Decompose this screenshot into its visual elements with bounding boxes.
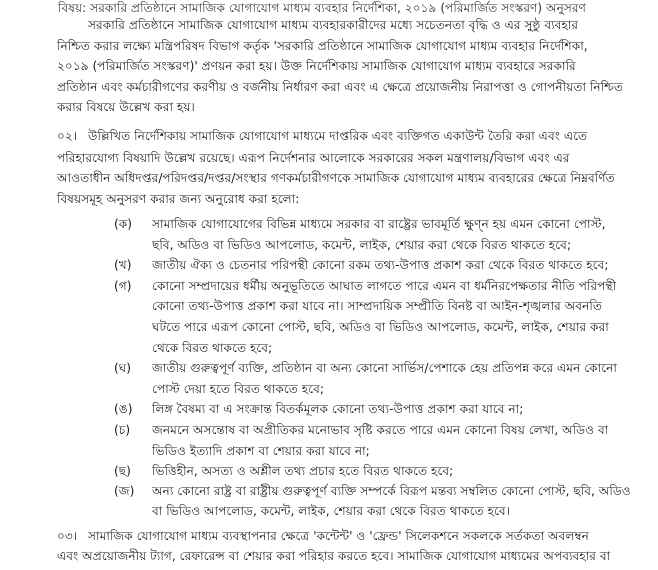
- item-line: ছবি, অডিও বা ভিডিও আপলোড, কমেন্ট, লাইক, শেয়ার করা থেকে বিরত থাকতে হবে;: [152, 238, 572, 252]
- subject-line: বিষয়: সরকারি প্রতিষ্ঠানে সামাজিক যোগাযোগ মাধ্যম ব্যবহার নির্দেশিকা, ২০১৯ (পরিমার্জিত সংস্করণ) অনুসরণ: [58, 1, 586, 15]
- item-line: অন্য কোনো রাষ্ট্র বা রাষ্ট্রীয় গুরুত্বপূর্ণ ব্যক্তি সম্পর্কে বিরূপ মন্তব্য সম্বলিত কোনো পোস্ট, ছবি, অডিও: [152, 484, 631, 498]
- item-line: কোনো তথ্য-উপাত্ত প্রকাশ করা যাবে না। সাম্প্রদায়িক সম্প্রীতি বিনষ্ট বা আইন-শৃঙ্খলার অবনতি: [152, 299, 602, 313]
- item-label: (ছ): [114, 464, 131, 478]
- item-label: (ঙ): [114, 402, 133, 416]
- para1-line: প্রতিষ্ঠান এবং কর্মচারীগণের করণীয় ও বর্জনীয় নির্ধারণ করা এবং এ ক্ষেত্রে প্রয়োজনীয় নিরাপত্তা ও গোপনীয়তা নিশ্চিত: [57, 80, 623, 94]
- item-line: পোস্ট দেয়া হতে বিরত থাকতে হবে;: [152, 382, 324, 396]
- item-line: লিঙ্গ বৈষম্য বা এ সংক্রান্ত বিতর্কমূলক কোনো তথ্য-উপাত্ত প্রকাশ করা যাবে না;: [152, 402, 524, 416]
- para3-line: এবং অপ্রয়োজনীয় ট্যাগ, রেফারেন্স বা শেয়ার করা পরিহার করতে হবে। সামাজিক যোগাযোগ মাধ্যমের অপব্যবহার বা: [57, 549, 611, 563]
- para2-line: আওতাধীন অধিদপ্তর/পরিদপ্তর/দপ্তর/সংস্থার গণকর্মচারীগণকে সামাজিক যোগাযোগ মাধ্যম ব্যবহারের ক্ষেত্রে নিম্নবর্ণিত: [57, 171, 615, 185]
- item-label: (গ): [114, 279, 132, 293]
- para2-line: উল্লিখিত নির্দেশিকায় সামাজিক যোগাযোগ মাধ্যমে দাপ্তরিক এবং ব্যক্তিগত একাউন্ট তৈরি করা এবং এতে: [88, 129, 588, 143]
- item-line: ভিডিও ইত্যাদি প্রকাশ বা শেয়ার করা যাবে না;: [152, 444, 370, 458]
- item-line: ঘটতে পারে এরূপ কোনো পোস্ট, ছবি, অডিও বা ভিডিও আপলোড, কমেন্ট, লাইক, শেয়ার করা: [152, 320, 609, 334]
- para3-number: ০৩।: [57, 529, 78, 543]
- para1-line: সরকারি প্রতিষ্ঠানে সামাজিক যোগাযোগ মাধ্যম ব্যবহারকারীদের মধ্যে সচেতনতা বৃদ্ধি ও এর সুষ্ঠু ব্যবহার: [88, 18, 579, 32]
- para1-line: করার বিষয়ে উল্লেখ করা হয়।: [57, 100, 195, 114]
- para2-line: বিষয়সমূহ অনুসরণ করার জন্য অনুরোধ করা হলো:: [57, 192, 300, 206]
- item-line: বা ভিডিও আপলোড, কমেন্ট, লাইক, শেয়ার করা থেকে বিরত থাকতে হবে।: [152, 504, 511, 518]
- item-line: সামাজিক যোগাযোগের বিভিন্ন মাধ্যমে সরকার বা রাষ্ট্রের ভাবমূর্তি ক্ষুণ্ন হয় এমন কোনো পোস্ট,: [152, 217, 606, 231]
- item-line: থেকে বিরত থাকতে হবে;: [152, 341, 273, 355]
- item-line: ভিত্তিহীন, অসত্য ও অশ্লীল তথ্য প্রচার হতে বিরত থাকতে হবে;: [152, 464, 454, 478]
- para1-line: ২০১৯ (পরিমার্জিত সংস্করণ)' প্রণয়ন করা হয়। উক্ত নির্দেশিকায় সামাজিক যোগাযোগ মাধ্যম ব্যবহারে সরকারি: [57, 59, 576, 73]
- item-line: কোনো সম্প্রদায়ের ধর্মীয় অনুভূতিতে আঘাত লাগতে পারে এমন বা ধর্মনিরপেক্ষতার নীতি পরিপন্থী: [152, 279, 617, 293]
- para2-number: ০২।: [57, 129, 78, 143]
- item-label: (জ): [114, 484, 135, 498]
- item-label: (খ): [114, 258, 132, 272]
- item-label: (ঘ): [114, 361, 132, 375]
- para1-line: নিশ্চিত করার লক্ষ্যে মন্ত্রিপরিষদ বিভাগ কর্তৃক 'সরকারি প্রতিষ্ঠানে সামাজিক যোগাযোগ মাধ্যম ব্যবহার নির্দেশিকা,: [57, 39, 588, 53]
- item-line: জাতীয় গুরুত্বপূর্ণ ব্যক্তি, প্রতিষ্ঠান বা অন্য কোনো সার্ভিস/পেশাকে হেয় প্রতিপন্ন করে এমন কোনো: [152, 361, 617, 375]
- para2-line: পরিহারযোগ্য বিষয়াদি উল্লেখ রয়েছে। এরূপ নির্দেশনার আলোকে সরকারের সকল মন্ত্রণালয়/বিভাগ এবং এর: [57, 151, 570, 165]
- item-line: জনমনে অসন্তোষ বা অপ্রীতিকর মনোভাব সৃষ্টি করতে পারে এমন কোনো বিষয় লেখা, অডিও বা: [152, 423, 609, 437]
- item-line: জাতীয় ঐক্য ও চেতনার পরিপন্থী কোনো রকম তথ্য-উপাত্ত প্রকাশ করা থেকে বিরত থাকতে হবে;: [152, 258, 609, 272]
- item-label: (চ): [114, 423, 131, 437]
- item-label: (ক): [114, 217, 133, 231]
- para3-line: সামাজিক যোগাযোগ মাধ্যম ব্যবস্থাপনার ক্ষেত্রে 'কন্টেন্ট' ও 'ফ্রেন্ড' সিলেকশনে সকলকে সর্তকতা অবলম্বন: [88, 529, 589, 543]
